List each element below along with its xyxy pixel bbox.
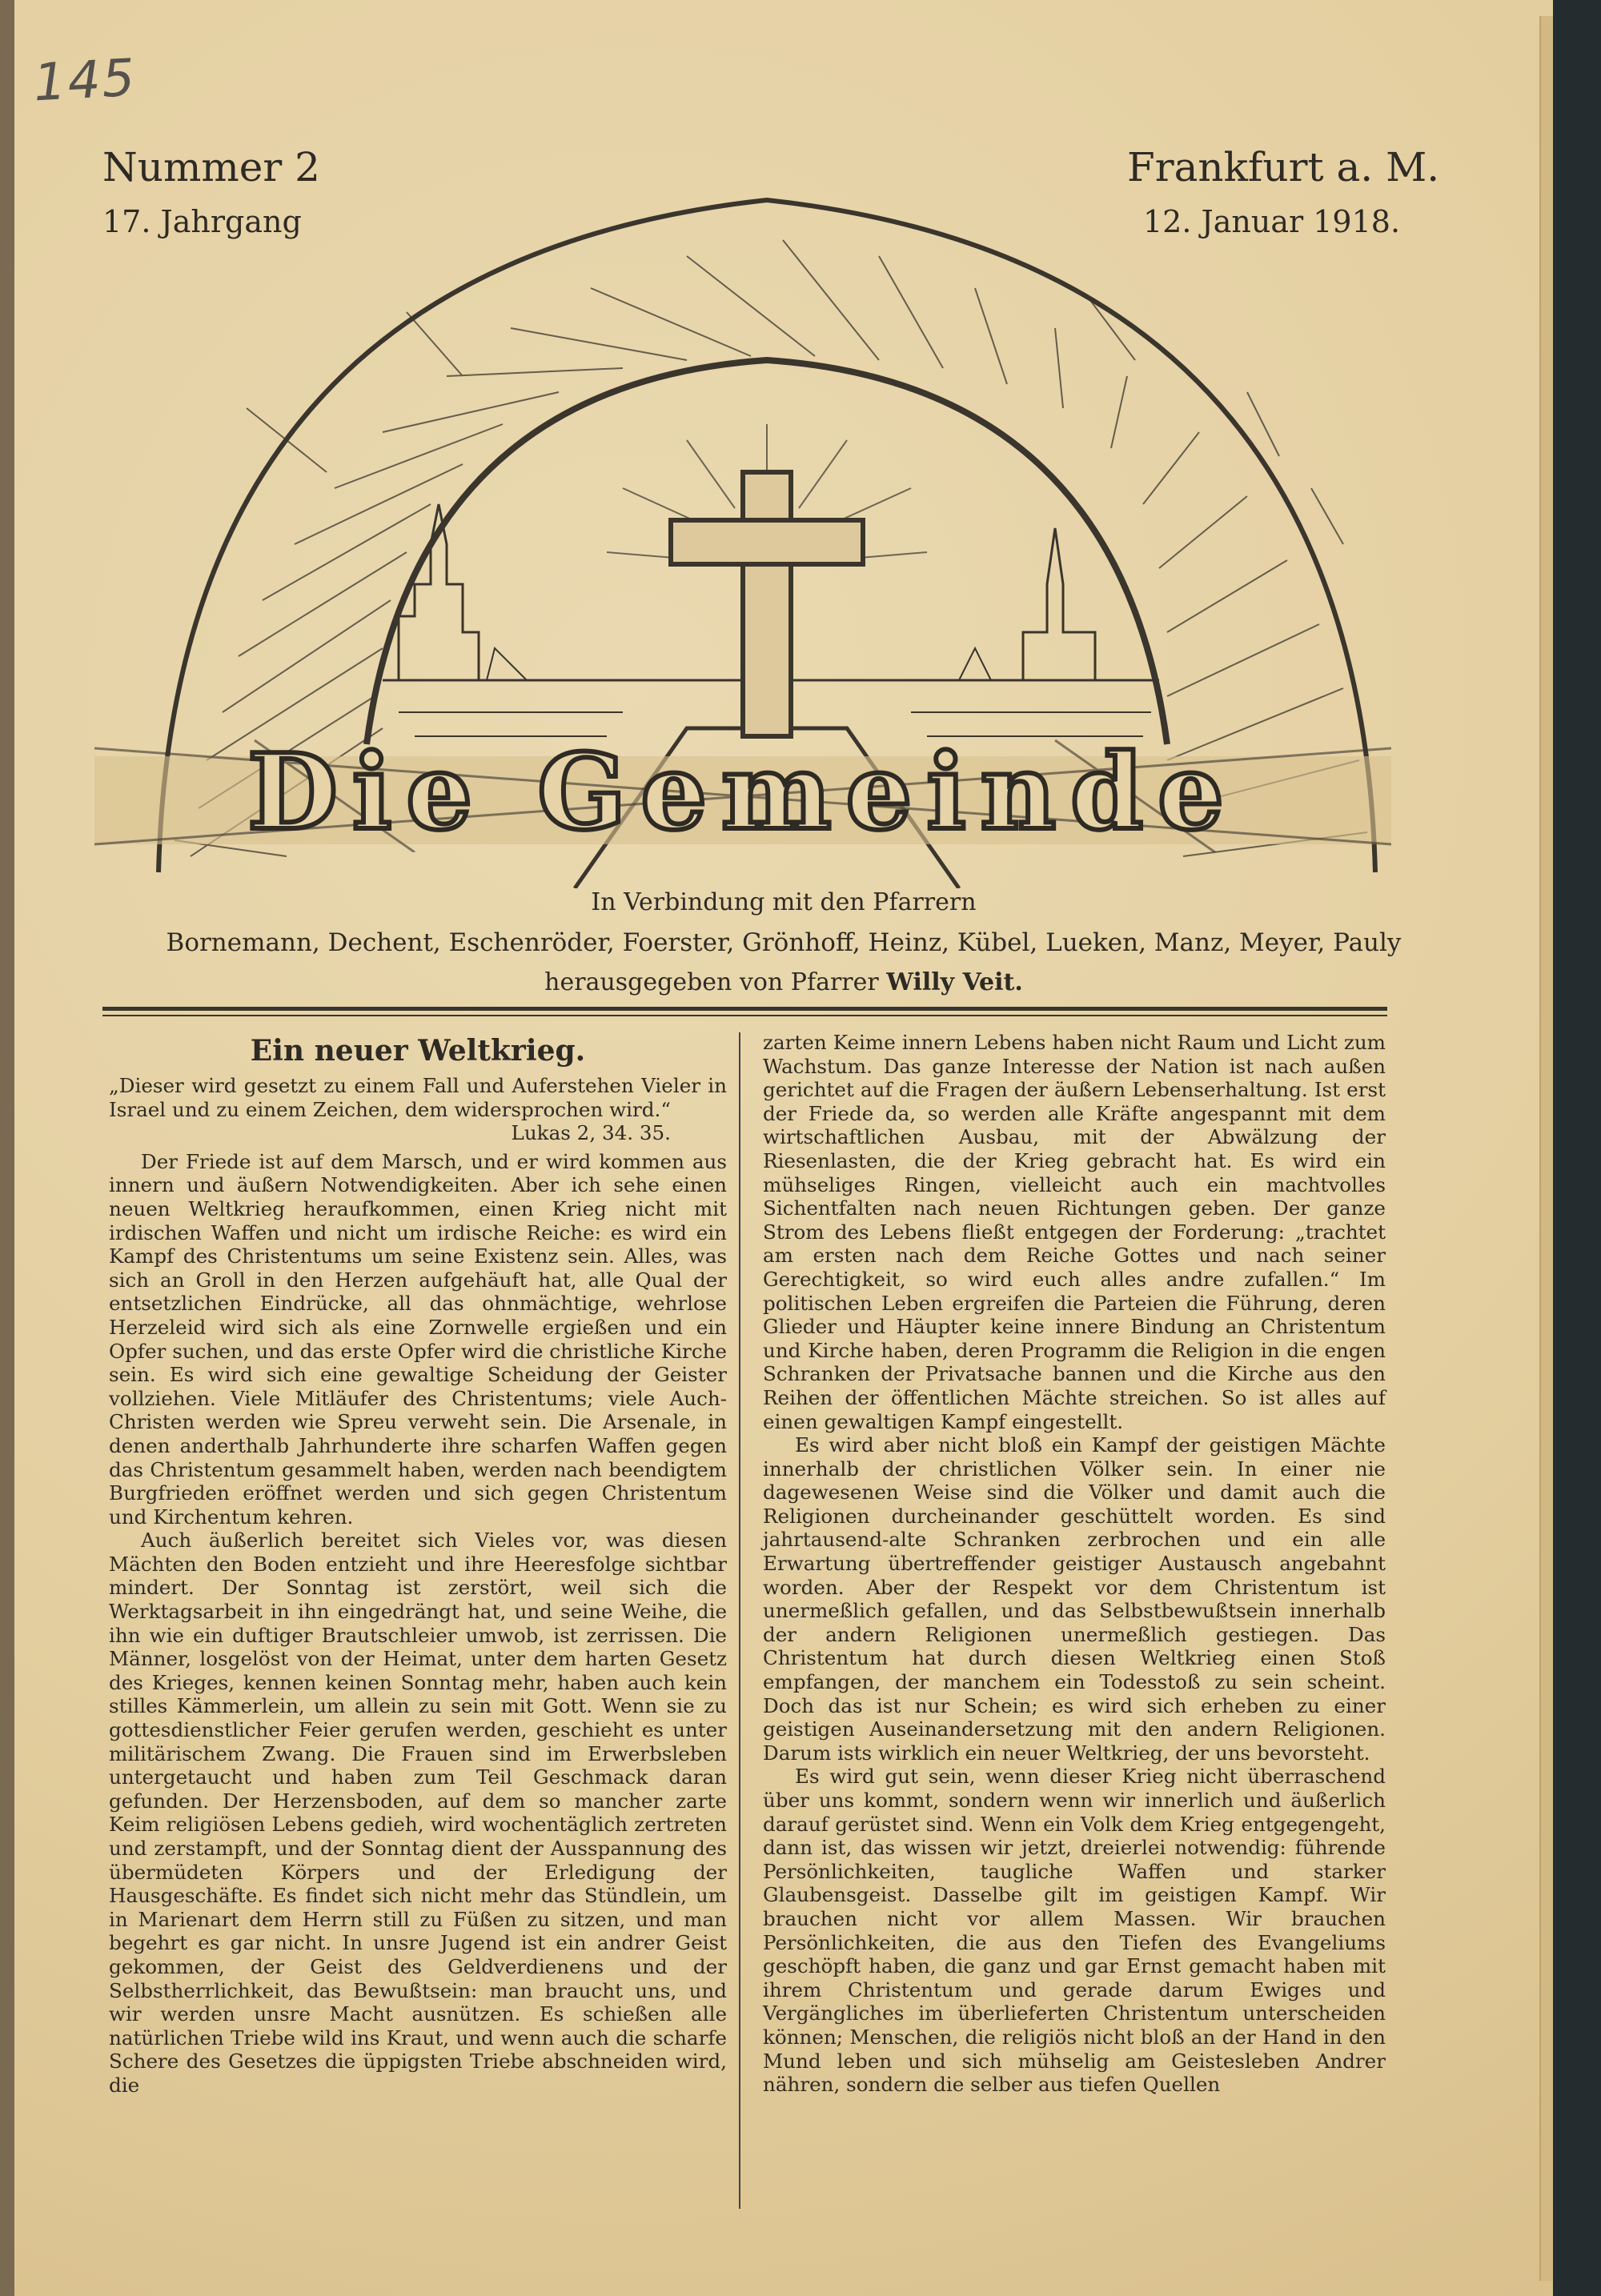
article-title: Ein neuer Weltkrieg.: [250, 1034, 586, 1068]
paragraph: Auch äußerlich bereitet sich Vieles vor, was diesen Mächten den Boden entzieht und ihre Heeresfolge sichtbar mindert. Der Sonntag ist zerstört, weil sich die Werktagsarbeit in ihn eingedrängt hat, und seine Weihe, die ihn wie ein duftiger Brautschleier umwob, ist zerrissen. Die Männer, losgelöst von der Heimat, unter dem harten Gesetz des Krieges, kennen keinen Sonntag mehr, haben auch kein stilles Kämmerlein, um allein zu sein mit Gott. Wenn sie zu gottesdienstlicher Feier gerufen werden, geschieht es unter militärischem Zwang. Die Frauen sind im Erwerbsleben untergetaucht und haben zum Teil Geschmack daran gefunden. Der Herzensboden, auf dem so mancher zarte Keim religiösen Lebens gedieh, wird wochentäglich zertreten und zerstampft, und der Sonntag dient der Ausspannung des übermüdeten Körpers und der Erledigung der Hausgeschäfte. Es findet sich nicht mehr das Stündlein, um in Marienart dem Herrn still zu Füßen zu sitzen, und man begehrt es gar nicht. In unsre Jugend ist ein andrer Geist gekommen, der Geist des Geldverdienens und der Selbstherrlichkeit, das Bewußtsein: man braucht uns, und wir werden unsre Macht ausnützen. Es schießen alle natürlichen Triebe wild ins Kraut, und wenn auch die scharfe Schere des Gesetzes die üppigsten Triebe abschneiden wird, die: [109, 1529, 727, 2097]
paragraph: Es wird gut sein, wenn dieser Krieg nicht überraschend über uns kommt, sondern wenn wir innerlich und äußerlich darauf gerüstet sind. Wenn ein Volk dem Krieg entgegengeht, dann ist, das wissen wir jetzt, dreierlei notwendig: führende Persönlichkeiten, taugliche Waffen und starker Glaubensgeist. Dasselbe gilt im geistigen Kampf. Wir brauchen nicht vor allem Massen. Wir brauchen Persönlichkeiten, die aus den Tiefen des Evangeliums geschöpft haben, die ganz und gar Ernst gemacht haben mit ihrem Christentum und gerade darum Ewiges und Vergängliches im überlieferten Christentum unterscheiden können; Menschen, die religiös nicht bloß an der Hand in den Mund leben und sich mühselig am Geistesleben Andrer nähren, sondern die selber aus tiefen Quellen: [763, 1765, 1386, 2097]
masthead-title: [94, 724, 1391, 852]
paragraph: Es wird aber nicht bloß ein Kampf der geistigen Mächte innerhalb der christlichen Völker sein. In einer nie dagewesenen Weise sind die Völker und damit auch die Religionen durcheinander geschüttelt worden. Es sind jahrtausend-alte Schranken zerbrochen und ein alle Erwartung übertreffender geistiger Austausch angebahnt worden. Aber der Respekt vor dem Christentum ist unermeßlich gefallen, und das Selbstbewußtsein innerhalb der andern Religionen unermeßlich gestiegen. Das Christentum hat durch diesen Weltkrieg einen Stoß empfangen, der manchem ein Todesstoß zu sein scheint. Doch das ist nur Schein; es wird sich erheben zu einer geistigen Auseinandersetzung mit den andern Religionen. Darum ists wirklich ein neuer Weltkrieg, der uns bevorsteht.: [763, 1433, 1386, 1765]
binding-spine: [0, 0, 14, 2296]
scan-background: [1553, 0, 1601, 2296]
editor-prefix: herausgegeben von Pfarrer: [544, 968, 879, 996]
header-rule-thin: [102, 1015, 1387, 1016]
column-divider: [739, 1032, 740, 2209]
masthead-title-text: Die Gemeinde: [247, 731, 1238, 852]
masthead-line-1: In Verbindung mit den Pfarrern: [591, 888, 977, 916]
newspaper-page: [14, 0, 1553, 2296]
margin-note: 145: [32, 48, 138, 114]
masthead-editor: [14, 968, 1553, 996]
issue-number: Nummer 2: [102, 144, 320, 190]
article-column-left: [109, 1032, 727, 2098]
header-rule: [102, 1007, 1387, 1011]
volume-year: 17. Jahrgang: [102, 204, 302, 239]
paragraph: Der Friede ist auf dem Marsch, und er wird kommen aus innern und äußern Notwendigkeiten. Aber ich sehe einen neuen Weltkrieg heraufkommen, einen Krieg nicht mit irdischen Waffen und nicht um irdische Reiche: es wird ein Kampf des Christentums um seine Existenz sein. Alles, was sich an Groll in den Herzen aufgehäuft hat, alle Qual der entsetzlichen Eindrücke, all das ohnmächtige, wehrlose Herzeleid wird sich als eine Zornwelle ergießen und ein Opfer suchen, und das erste Opfer wird die christliche Kirche sein. Es wird sich eine gewaltige Scheidung der Geister vollziehen. Viele Mitläufer des Christentums; viele Auch-Christen werden wie Spreu verweht sein. Die Arsenale, in denen anderthalb Jahrhunderte ihre scharfen Waffen gegen das Christentum gesammelt haben, werden nach beendigtem Burgfrieden eröffnet werden und sich gegen Christentum und Kirchentum kehren.: [109, 1149, 727, 1529]
publication-place: Frankfurt a. M.: [1127, 144, 1440, 190]
article-column-right: [763, 1031, 1386, 2097]
article-motto: „Dieser wird gesetzt zu einem Fall und Auferstehen Vieler in Israel und zu einem Zeichen, dem widersprochen wird.“: [109, 1074, 727, 1121]
motto-source: Lukas 2, 34. 35.: [511, 1121, 671, 1145]
editor-name: Willy Veit.: [886, 968, 1023, 996]
paragraph: zarten Keime innern Lebens haben nicht Raum und Licht zum Wachstum. Das ganze Interesse der Nation ist nach außen gerichtet auf die Fragen der äußern Lebenserhaltung. Ist erst der Friede da, so werden alle Kräfte angespannt mit dem wirtschaftlichen Ausbau, mit der Abwälzung der Riesenlasten, die der Krieg gebracht hat. Es wird ein mühseliges Ringen, vielleicht auch ein machtvolles Sichentfalten nach neuen Richtungen geben. Der ganze Strom des Lebens fließt entgegen der Forderung: „trachtet am ersten nach dem Reiche Gottes und nach seiner Gerechtigkeit, so wird euch alles andre zufallen.“ Im politischen Leben ergreifen die Parteien die Führung, deren Glieder und Häupter keine innere Bindung an Christentum und Kirche haben, deren Programm die Religion in die engen Schranken der Privatsache bannen und die Kirche aus den Reihen der öffentlichen Mächte streichen. So ist alles auf einen gewaltigen Kampf eingestellt.: [763, 1031, 1386, 1433]
publication-date: 12. Januar 1918.: [1143, 204, 1401, 239]
masthead-pastors: Bornemann, Dechent, Eschenröder, Foerster, Grönhoff, Heinz, Kübel, Lueken, Manz, Meyer, Pauly: [166, 928, 1402, 957]
